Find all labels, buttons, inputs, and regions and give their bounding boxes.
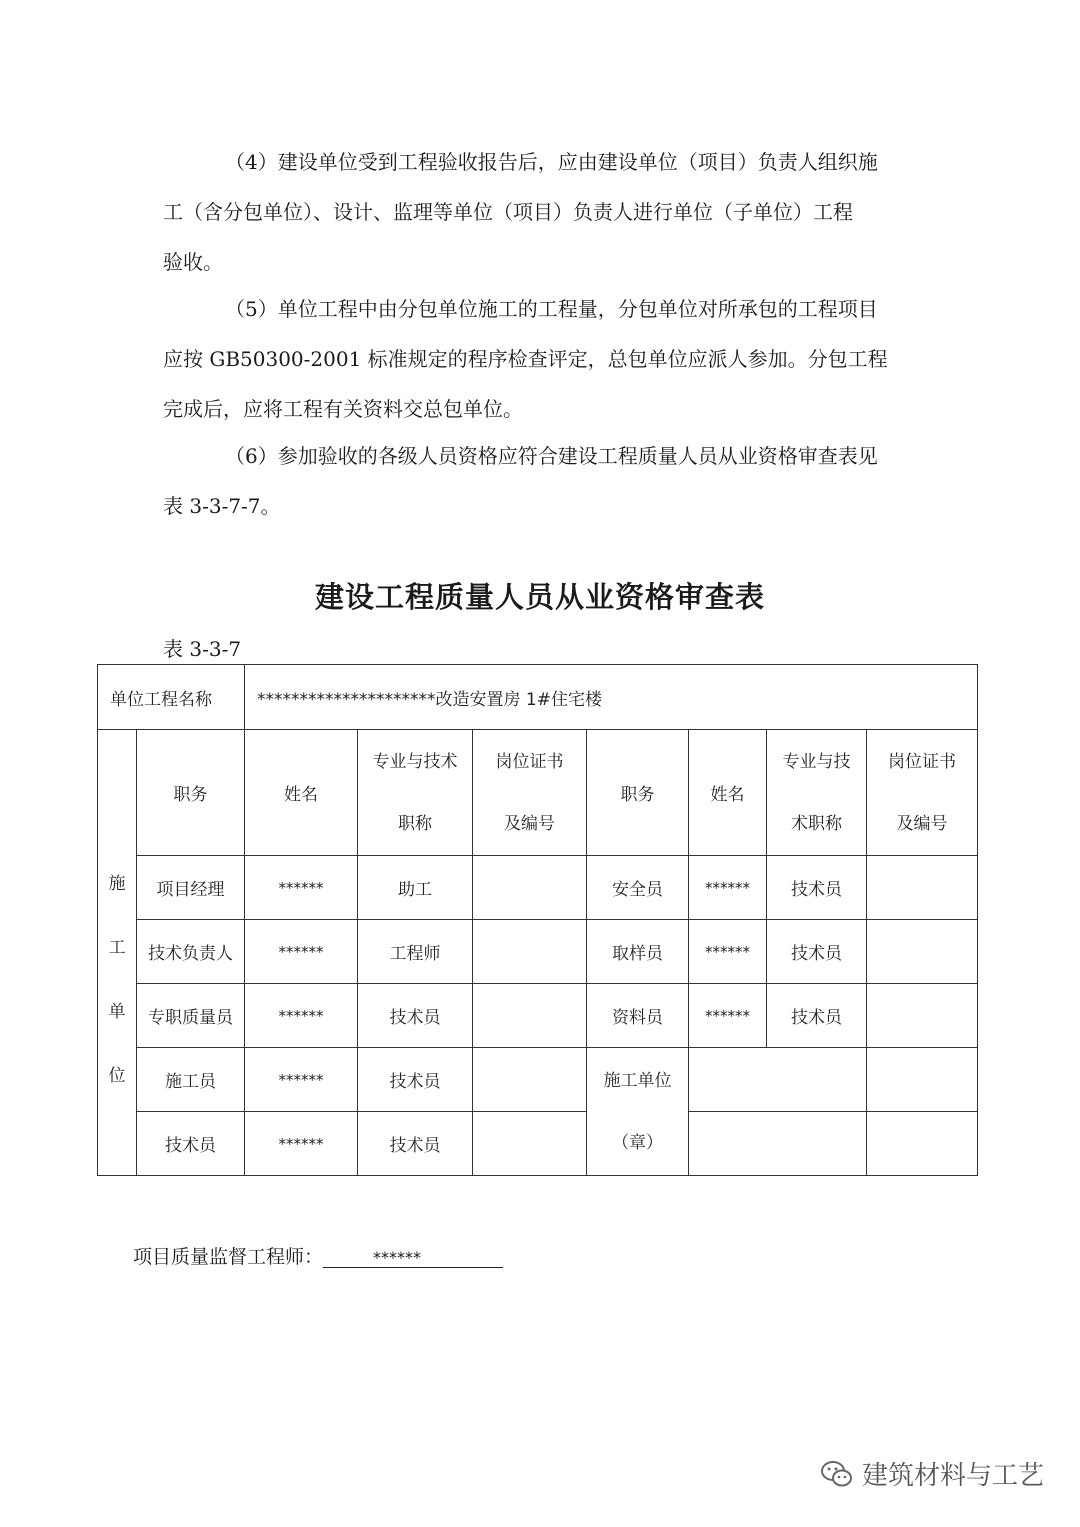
supervisor-line	[133, 1242, 503, 1269]
project-row	[98, 665, 978, 730]
table-row: 技术员 ****** 技术员	[98, 1112, 978, 1176]
table-row: 专职质量员 ****** 技术员 资料员 ****** 技术员	[98, 984, 978, 1048]
header-name-2: 姓名	[689, 730, 767, 856]
stamp-area	[689, 1048, 867, 1112]
column-header-row	[98, 730, 978, 856]
header-title-a: 专业与技术 职称	[358, 730, 473, 856]
supervisor-label: 项目质量监督工程师：	[133, 1246, 324, 1268]
header-title-b: 专业与技 术职称	[767, 730, 867, 856]
qualification-table	[97, 664, 978, 1176]
header-cert-a: 岗位证书 及编号	[473, 730, 587, 856]
project-value: *********************改造安置房 1#住宅楼	[245, 665, 978, 730]
header-name: 姓名	[245, 730, 358, 856]
stamp-cell: 施工单位 （章）	[587, 1048, 689, 1176]
paragraph-6: （6）参加验收的各级人员资格应符合建设工程质量人员从业资格审查表见 表 3-3-7-7。	[163, 444, 878, 518]
table-number: 表 3-3-7	[163, 637, 242, 661]
watermark	[820, 1455, 1044, 1492]
paragraph-4: （4）建设单位受到工程验收报告后，应由建设单位（项目）负责人组织施 工（含分包单位）、设计、监理等单位（项目）负责人进行单位（子单位）工程 验收。	[163, 150, 878, 274]
watermark-text: 建筑材料与工艺	[861, 1461, 1044, 1491]
project-label: 单位工程名称	[98, 665, 245, 730]
header-position-2: 职务	[587, 730, 689, 856]
table-row: 项目经理 ****** 助工 安全员 ****** 技术员	[98, 856, 978, 920]
table-row: 施工员 ****** 技术员 施工单位 （章）	[98, 1048, 978, 1112]
wechat-icon	[820, 1459, 854, 1489]
header-cert-b: 岗位证书 及编号	[867, 730, 978, 856]
header-position: 职务	[137, 730, 245, 856]
side-label: 施 工 单 位	[98, 730, 137, 1176]
paragraph-5: （5）单位工程中由分包单位施工的工程量，分包单位对所承包的工程项目 应按 GB50300-2001 标准规定的程序检查评定，总包单位应派人参加。分包工程 完成后，应将工程有关资料交总包单位。	[163, 297, 888, 421]
table-row: 技术负责人 ****** 工程师 取样员 ****** 技术员	[98, 920, 978, 984]
supervisor-value: ******	[323, 1248, 503, 1268]
table-title: 建设工程质量人员从业资格审查表	[314, 580, 765, 614]
